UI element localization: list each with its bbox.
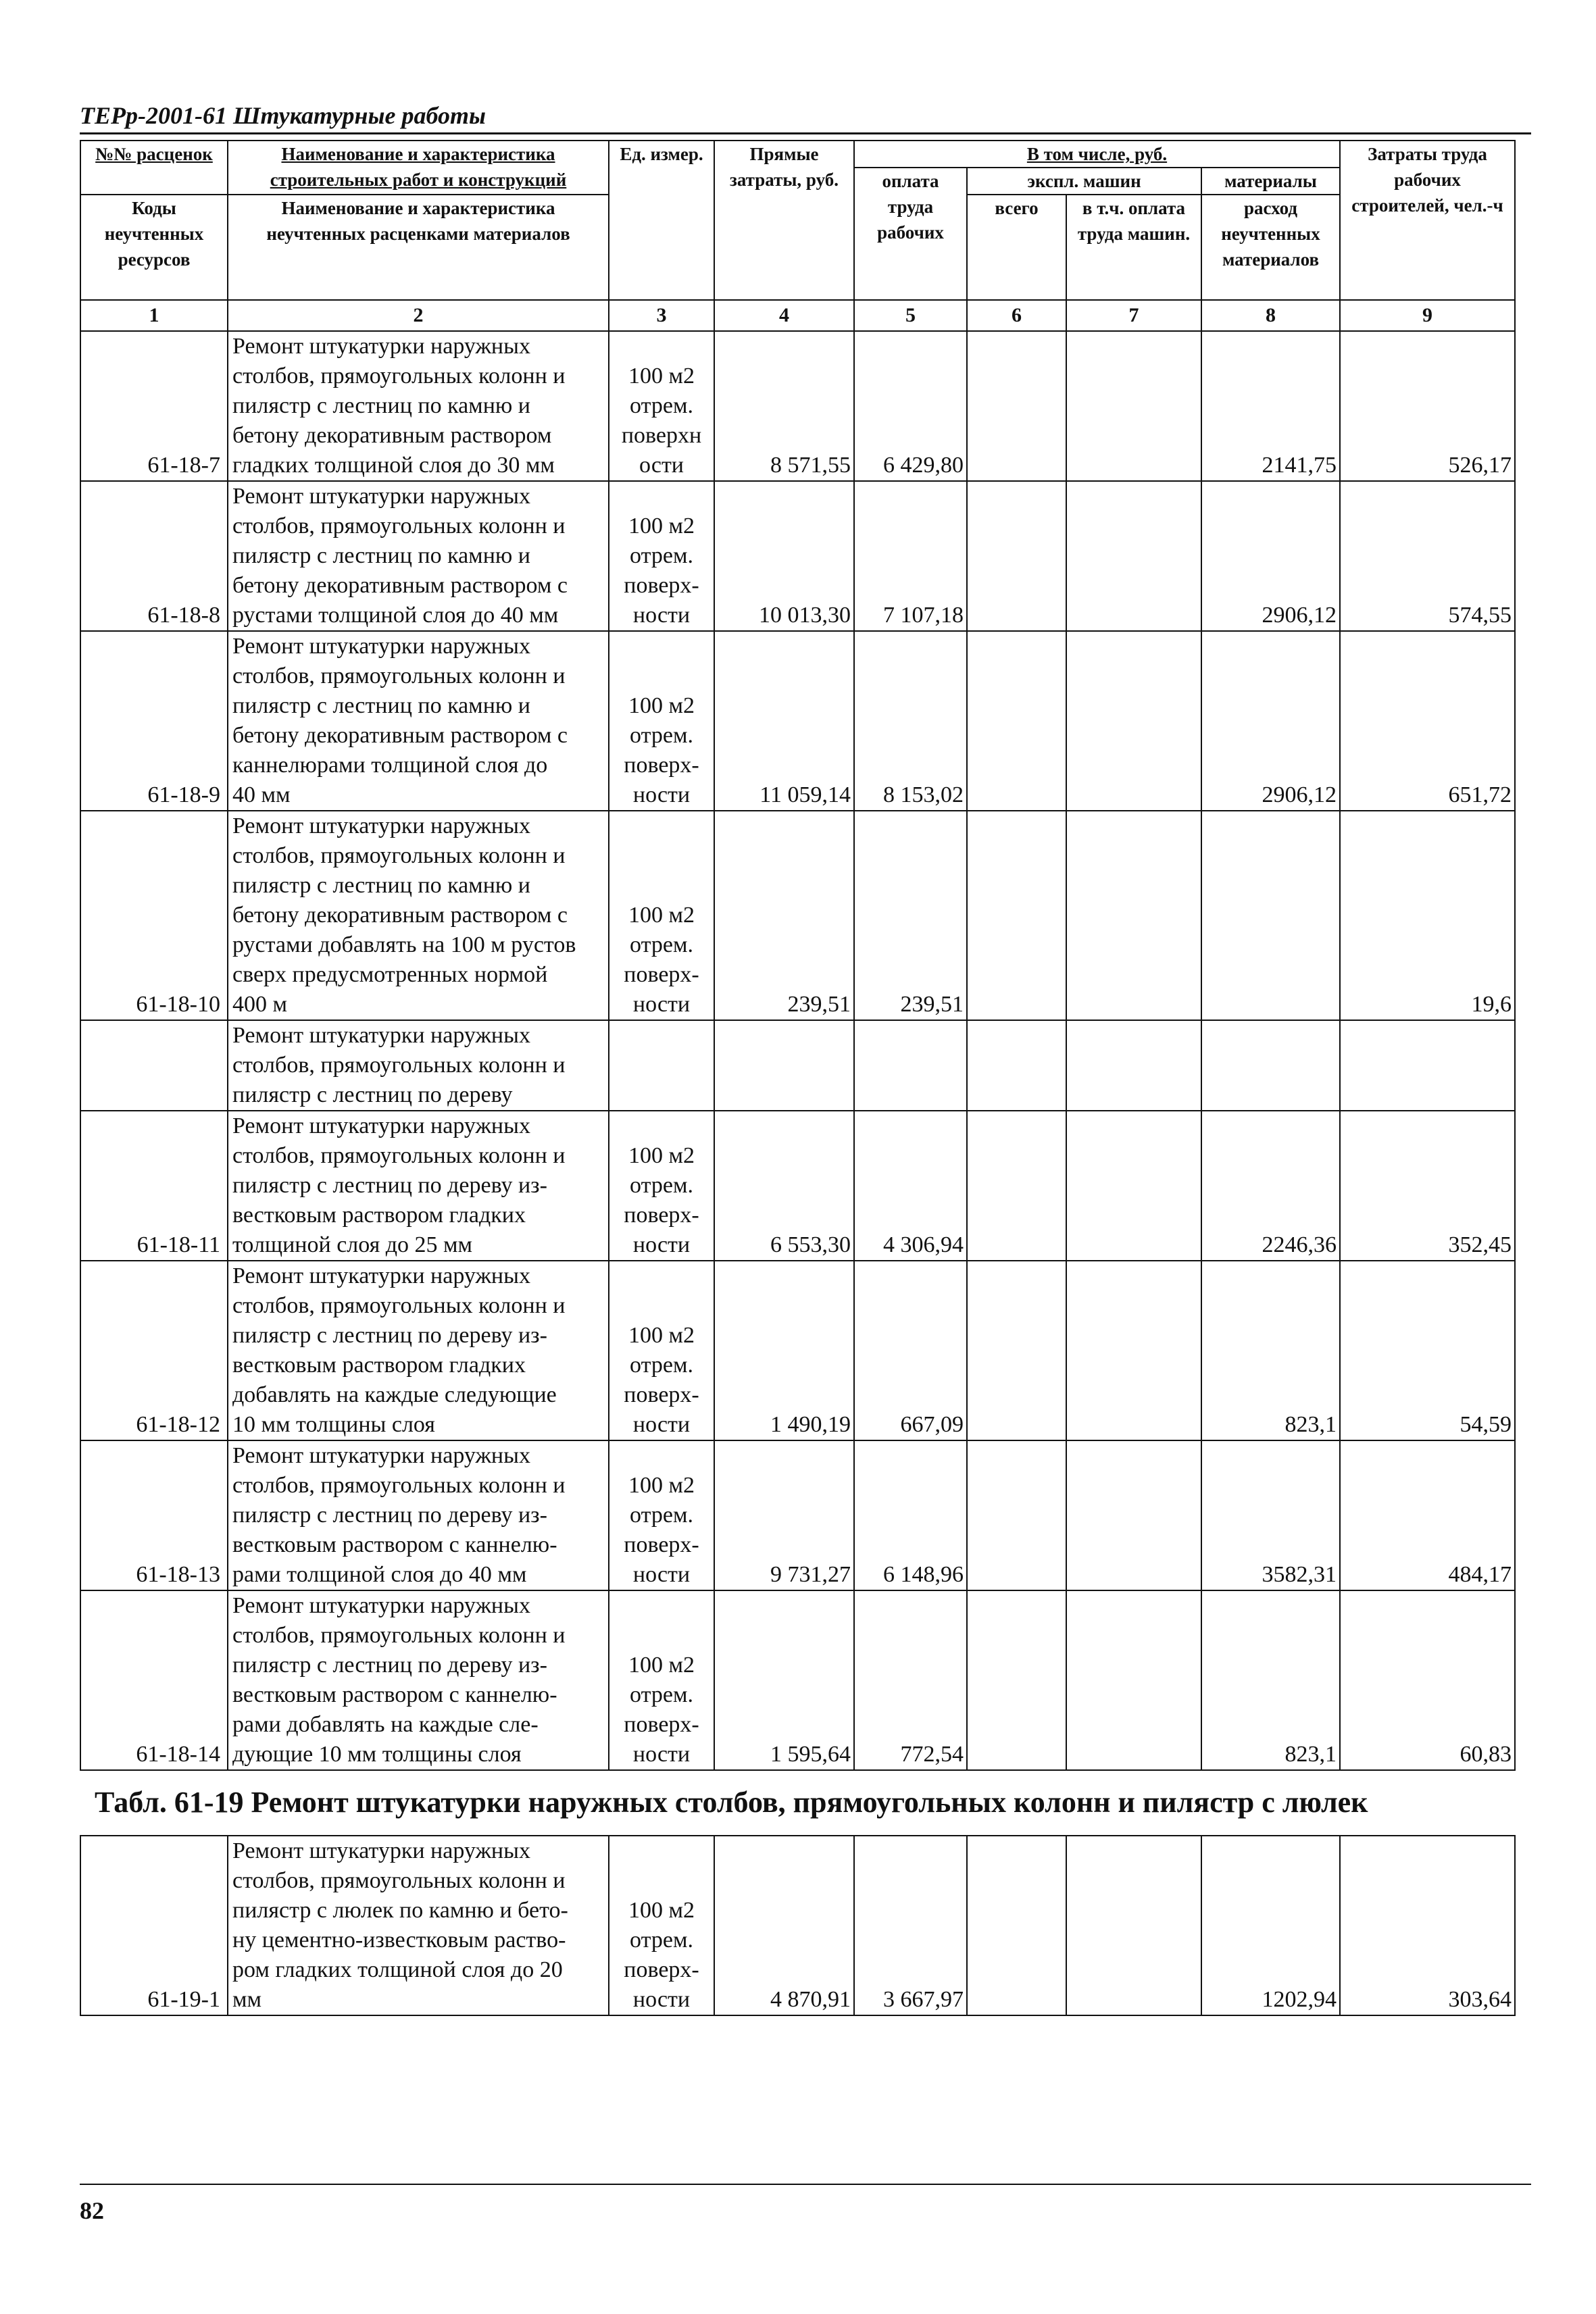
unit-line: поверх- [624, 1203, 699, 1228]
table-row [80, 631, 1515, 811]
rate-code: 61-18-9 [80, 631, 228, 811]
work-description-line: Ремонт штукатурки наружных [232, 813, 530, 838]
rate-code: 61-18-14 [80, 1590, 228, 1770]
unit-line: отрем. [630, 723, 693, 748]
work-description-line: пилястр с лестниц по камню и [232, 543, 530, 568]
unit [609, 1440, 714, 1590]
direct-costs: 239,51 [714, 811, 854, 1020]
unit-line: отрем. [630, 393, 693, 418]
machines-total [967, 1836, 1066, 2015]
unit-line: ности [632, 1232, 691, 1257]
section-table-body [80, 1836, 1515, 2015]
work-description-line: каннелюрами толщиной слоя до [232, 753, 548, 778]
work-description-line: столбов, прямоугольных колонн и [232, 1293, 566, 1318]
unit [609, 481, 714, 631]
unit-line: 100 м2 [628, 363, 695, 388]
unit-line: 100 м2 [628, 1653, 695, 1678]
unit [609, 1020, 714, 1111]
work-description-line: столбов, прямоугольных колонн и [232, 1623, 566, 1648]
work-description-line: рустами добавлять на 100 м рустов [232, 932, 576, 957]
materials [1201, 1020, 1340, 1111]
column-number: 1 [80, 300, 228, 331]
unit-line: ности [632, 1987, 691, 2012]
table-row [80, 1440, 1515, 1590]
header-work-description: Наименование и характеристика строительных работ и конструкций [228, 141, 609, 195]
rate-code: 61-18-10 [80, 811, 228, 1020]
column-number: 2 [228, 300, 609, 331]
column-number: 9 [1340, 300, 1515, 331]
header-direct-costs: Прямые затраты, руб. [714, 141, 854, 300]
unit [609, 811, 714, 1020]
work-description-line: Ремонт штукатурки наружных [232, 1023, 530, 1048]
machine-operator-pay [1066, 1440, 1201, 1590]
table-header [80, 141, 1515, 300]
unit [609, 331, 714, 481]
unit-line: 100 м2 [628, 1473, 695, 1498]
work-description-line: вестковым раствором гладких [232, 1353, 526, 1378]
unit-line: 100 м2 [628, 1898, 695, 1923]
direct-costs: 9 731,27 [714, 1440, 854, 1590]
work-description-line: ну цементно-известковым раство- [232, 1928, 566, 1953]
materials: 2906,12 [1201, 481, 1340, 631]
machines-total [967, 1261, 1066, 1440]
page-header-title: ТЕРр-2001-61 Штукатурные работы [80, 102, 486, 129]
direct-costs [714, 1020, 854, 1111]
rates-table [80, 140, 1516, 1771]
machine-operator-pay [1066, 331, 1201, 481]
unit-line: 100 м2 [628, 513, 695, 538]
direct-costs: 10 013,30 [714, 481, 854, 631]
rate-code: 61-18-13 [80, 1440, 228, 1590]
direct-costs: 1 595,64 [714, 1590, 854, 1770]
direct-costs: 6 553,30 [714, 1111, 854, 1261]
work-description-line: бетону декоративным раствором с [232, 723, 568, 748]
work-description [228, 1836, 609, 2015]
table-body [80, 300, 1515, 1770]
work-description-line: столбов, прямоугольных колонн и [232, 1868, 566, 1893]
work-description-line: бетону декоративным раствором с [232, 573, 568, 598]
worker-pay [854, 1020, 967, 1111]
work-description [228, 631, 609, 811]
section-title: Табл. 61-19 Ремонт штукатурки наружных столбов, прямоугольных колонн и пилястр с люлек [95, 1786, 1368, 1819]
machines-total [967, 1440, 1066, 1590]
unit [609, 631, 714, 811]
work-description-line: бетону декоративным раствором с [232, 903, 568, 928]
unit-line: отрем. [630, 1173, 693, 1198]
page-number: 82 [80, 2197, 104, 2224]
table-row [80, 1261, 1515, 1440]
materials: 2141,75 [1201, 331, 1340, 481]
work-description-line: пилястр с лестниц по камню и [232, 693, 530, 718]
work-description [228, 1261, 609, 1440]
header-unit: Ед. измер. [609, 141, 714, 300]
column-number: 8 [1201, 300, 1340, 331]
work-description-line: добавлять на каждые следующие [232, 1382, 557, 1407]
labor-costs [1340, 1020, 1515, 1111]
work-description-line: вестковым раствором с каннелю- [232, 1682, 557, 1707]
work-description-line: вестковым раствором гладких [232, 1203, 526, 1228]
unit-line: ности [632, 1742, 691, 1767]
header-materials: материалы [1201, 168, 1340, 195]
unit-line: ности [632, 1412, 691, 1437]
header-machines: экспл. машин [967, 168, 1201, 195]
machines-total [967, 1111, 1066, 1261]
worker-pay: 3 667,97 [854, 1836, 967, 2015]
unit-line: ости [639, 453, 684, 478]
work-description-line: мм [232, 1987, 262, 2012]
work-description-line: столбов, прямоугольных колонн и [232, 663, 566, 688]
work-description-line: Ремонт штукатурки наружных [232, 1263, 530, 1288]
work-description-line: пилястр с лестниц по дереву из- [232, 1653, 547, 1678]
footer-divider [80, 2184, 1531, 2185]
machine-operator-pay [1066, 1111, 1201, 1261]
machines-total [967, 1020, 1066, 1111]
unit-line: поверх- [624, 1382, 699, 1407]
materials: 823,1 [1201, 1261, 1340, 1440]
unit-line: поверх- [624, 1532, 699, 1557]
work-description-line: дующие 10 мм толщины слоя [232, 1742, 522, 1767]
unit-line: ности [632, 603, 691, 628]
unit-line: поверх- [624, 962, 699, 987]
unit-line: отрем. [630, 1928, 693, 1953]
header-worker-pay: оплата труда рабочих [854, 168, 967, 300]
work-description-line: столбов, прямоугольных колонн и [232, 363, 566, 388]
header-divider [80, 132, 1531, 134]
unit-line: отрем. [630, 1682, 693, 1707]
labor-costs: 526,17 [1340, 331, 1515, 481]
unit [609, 1261, 714, 1440]
work-description-line: Ремонт штукатурки наружных [232, 1838, 530, 1863]
work-description-line: гладких толщиной слоя до 30 мм [232, 453, 555, 478]
labor-costs: 574,55 [1340, 481, 1515, 631]
machine-operator-pay [1066, 1020, 1201, 1111]
work-description [228, 1020, 609, 1111]
unit-line: отрем. [630, 1503, 693, 1528]
machines-total [967, 811, 1066, 1020]
unit-line: поверх- [624, 573, 699, 598]
materials [1201, 811, 1340, 1020]
work-description-line: толщиной слоя до 25 мм [232, 1232, 473, 1257]
direct-costs: 1 490,19 [714, 1261, 854, 1440]
machines-total [967, 481, 1066, 631]
work-description [228, 481, 609, 631]
machine-operator-pay [1066, 811, 1201, 1020]
unit-line: поверхн [621, 423, 702, 448]
header-unaccounted-materials: Наименование и характеристика неучтенных расценками материалов [228, 195, 609, 300]
table-row [80, 331, 1515, 481]
worker-pay: 6 148,96 [854, 1440, 967, 1590]
machine-operator-pay [1066, 1836, 1201, 2015]
work-description-line: 40 мм [232, 782, 291, 807]
work-description-line: пилястр с лестниц по камню и [232, 393, 530, 418]
unit-line: ности [632, 992, 691, 1017]
section-table [80, 1835, 1516, 2016]
work-description [228, 1440, 609, 1590]
worker-pay: 8 153,02 [854, 631, 967, 811]
work-description-line: рами толщиной слоя до 40 мм [232, 1562, 527, 1587]
machine-operator-pay [1066, 1590, 1201, 1770]
table-row [80, 1111, 1515, 1261]
work-description-line: пилястр с лестниц по дереву [232, 1082, 513, 1107]
work-description-line: Ремонт штукатурки наружных [232, 634, 530, 659]
labor-costs: 54,59 [1340, 1261, 1515, 1440]
header-labor-costs: Затраты труда рабочих строителей, чел.-ч [1340, 141, 1515, 300]
worker-pay: 667,09 [854, 1261, 967, 1440]
work-description-line: 400 м [232, 992, 288, 1017]
rate-code: 61-18-8 [80, 481, 228, 631]
direct-costs: 4 870,91 [714, 1836, 854, 2015]
labor-costs: 352,45 [1340, 1111, 1515, 1261]
work-description-line: Ремонт штукатурки наружных [232, 1113, 530, 1138]
column-numbers-row [80, 300, 1515, 331]
column-number: 6 [967, 300, 1066, 331]
table-row [80, 1836, 1515, 2015]
unit [609, 1836, 714, 2015]
work-description-line: пилястр с лестниц по дереву из- [232, 1323, 547, 1348]
work-description-line: пилястр с лестниц по дереву из- [232, 1173, 547, 1198]
header-rate-number: №№ расценок [80, 141, 228, 195]
unit-line: 100 м2 [628, 1143, 695, 1168]
work-description-line: Ремонт штукатурки наружных [232, 334, 530, 359]
work-description-line: пилястр с лестниц по камню и [232, 873, 530, 898]
work-description-line: 10 мм толщины слоя [232, 1412, 435, 1437]
worker-pay: 4 306,94 [854, 1111, 967, 1261]
labor-costs: 651,72 [1340, 631, 1515, 811]
header-including-group: В том числе, руб. [854, 141, 1340, 168]
machines-total [967, 331, 1066, 481]
machine-operator-pay [1066, 631, 1201, 811]
rate-code [80, 1020, 228, 1111]
table-row [80, 1590, 1515, 1770]
work-description [228, 811, 609, 1020]
machine-operator-pay [1066, 481, 1201, 631]
machine-operator-pay [1066, 1261, 1201, 1440]
column-number: 3 [609, 300, 714, 331]
unit-line: отрем. [630, 543, 693, 568]
direct-costs: 8 571,55 [714, 331, 854, 481]
unit [609, 1111, 714, 1261]
work-description-line: столбов, прямоугольных колонн и [232, 513, 566, 538]
header-materials-consumption: расход неучтенных материалов [1201, 195, 1340, 300]
column-number: 5 [854, 300, 967, 331]
unit-line: 100 м2 [628, 693, 695, 718]
table-row [80, 811, 1515, 1020]
unit-line: поверх- [624, 1712, 699, 1737]
work-description-line: рами добавлять на каждые сле- [232, 1712, 539, 1737]
work-description-line: столбов, прямоугольных колонн и [232, 1473, 566, 1498]
unit-line: 100 м2 [628, 903, 695, 928]
table-row [80, 481, 1515, 631]
materials: 2906,12 [1201, 631, 1340, 811]
work-description-line: ром гладких толщиной слоя до 20 [232, 1957, 563, 1982]
materials: 3582,31 [1201, 1440, 1340, 1590]
work-description-line: Ремонт штукатурки наружных [232, 1443, 530, 1468]
rate-code: 61-18-7 [80, 331, 228, 481]
work-description-line: пилястр с лестниц по дереву из- [232, 1503, 547, 1528]
unit-line: отрем. [630, 1353, 693, 1378]
unit-line: ности [632, 1562, 691, 1587]
column-number: 7 [1066, 300, 1201, 331]
header-machines-total: всего [967, 195, 1066, 300]
rate-code: 61-18-11 [80, 1111, 228, 1261]
work-description [228, 1590, 609, 1770]
unit-line: ности [632, 782, 691, 807]
column-number: 4 [714, 300, 854, 331]
rate-code: 61-19-1 [80, 1836, 228, 2015]
work-description-line: Ремонт штукатурки наружных [232, 1593, 530, 1618]
work-description-line: бетону декоративным раствором [232, 423, 552, 448]
labor-costs: 19,6 [1340, 811, 1515, 1020]
unit-line: поверх- [624, 1957, 699, 1982]
direct-costs: 11 059,14 [714, 631, 854, 811]
machines-total [967, 1590, 1066, 1770]
work-description-line: сверх предусмотренных нормой [232, 962, 548, 987]
machines-total [967, 631, 1066, 811]
work-description-line: рустами толщиной слоя до 40 мм [232, 603, 559, 628]
worker-pay: 772,54 [854, 1590, 967, 1770]
work-description-line: вестковым раствором с каннелю- [232, 1532, 557, 1557]
work-description-line: столбов, прямоугольных колонн и [232, 843, 566, 868]
materials: 1202,94 [1201, 1836, 1340, 2015]
labor-costs: 60,83 [1340, 1590, 1515, 1770]
work-description [228, 1111, 609, 1261]
materials: 823,1 [1201, 1590, 1340, 1770]
worker-pay: 239,51 [854, 811, 967, 1020]
header-resource-codes: Коды неучтенных ресурсов [80, 195, 228, 300]
labor-costs: 303,64 [1340, 1836, 1515, 2015]
rate-code: 61-18-12 [80, 1261, 228, 1440]
header-machine-operator-pay: в т.ч. оплата труда машин. [1066, 195, 1201, 300]
worker-pay: 6 429,80 [854, 331, 967, 481]
unit-line: 100 м2 [628, 1323, 695, 1348]
work-description-line: столбов, прямоугольных колонн и [232, 1053, 566, 1078]
unit [609, 1590, 714, 1770]
unit-line: отрем. [630, 932, 693, 957]
unit-line: поверх- [624, 753, 699, 778]
work-description-line: столбов, прямоугольных колонн и [232, 1143, 566, 1168]
work-description-line: Ремонт штукатурки наружных [232, 484, 530, 509]
labor-costs: 484,17 [1340, 1440, 1515, 1590]
work-description [228, 331, 609, 481]
materials: 2246,36 [1201, 1111, 1340, 1261]
table-row [80, 1020, 1515, 1111]
work-description-line: пилястр с люлек по камню и бето- [232, 1898, 568, 1923]
worker-pay: 7 107,18 [854, 481, 967, 631]
